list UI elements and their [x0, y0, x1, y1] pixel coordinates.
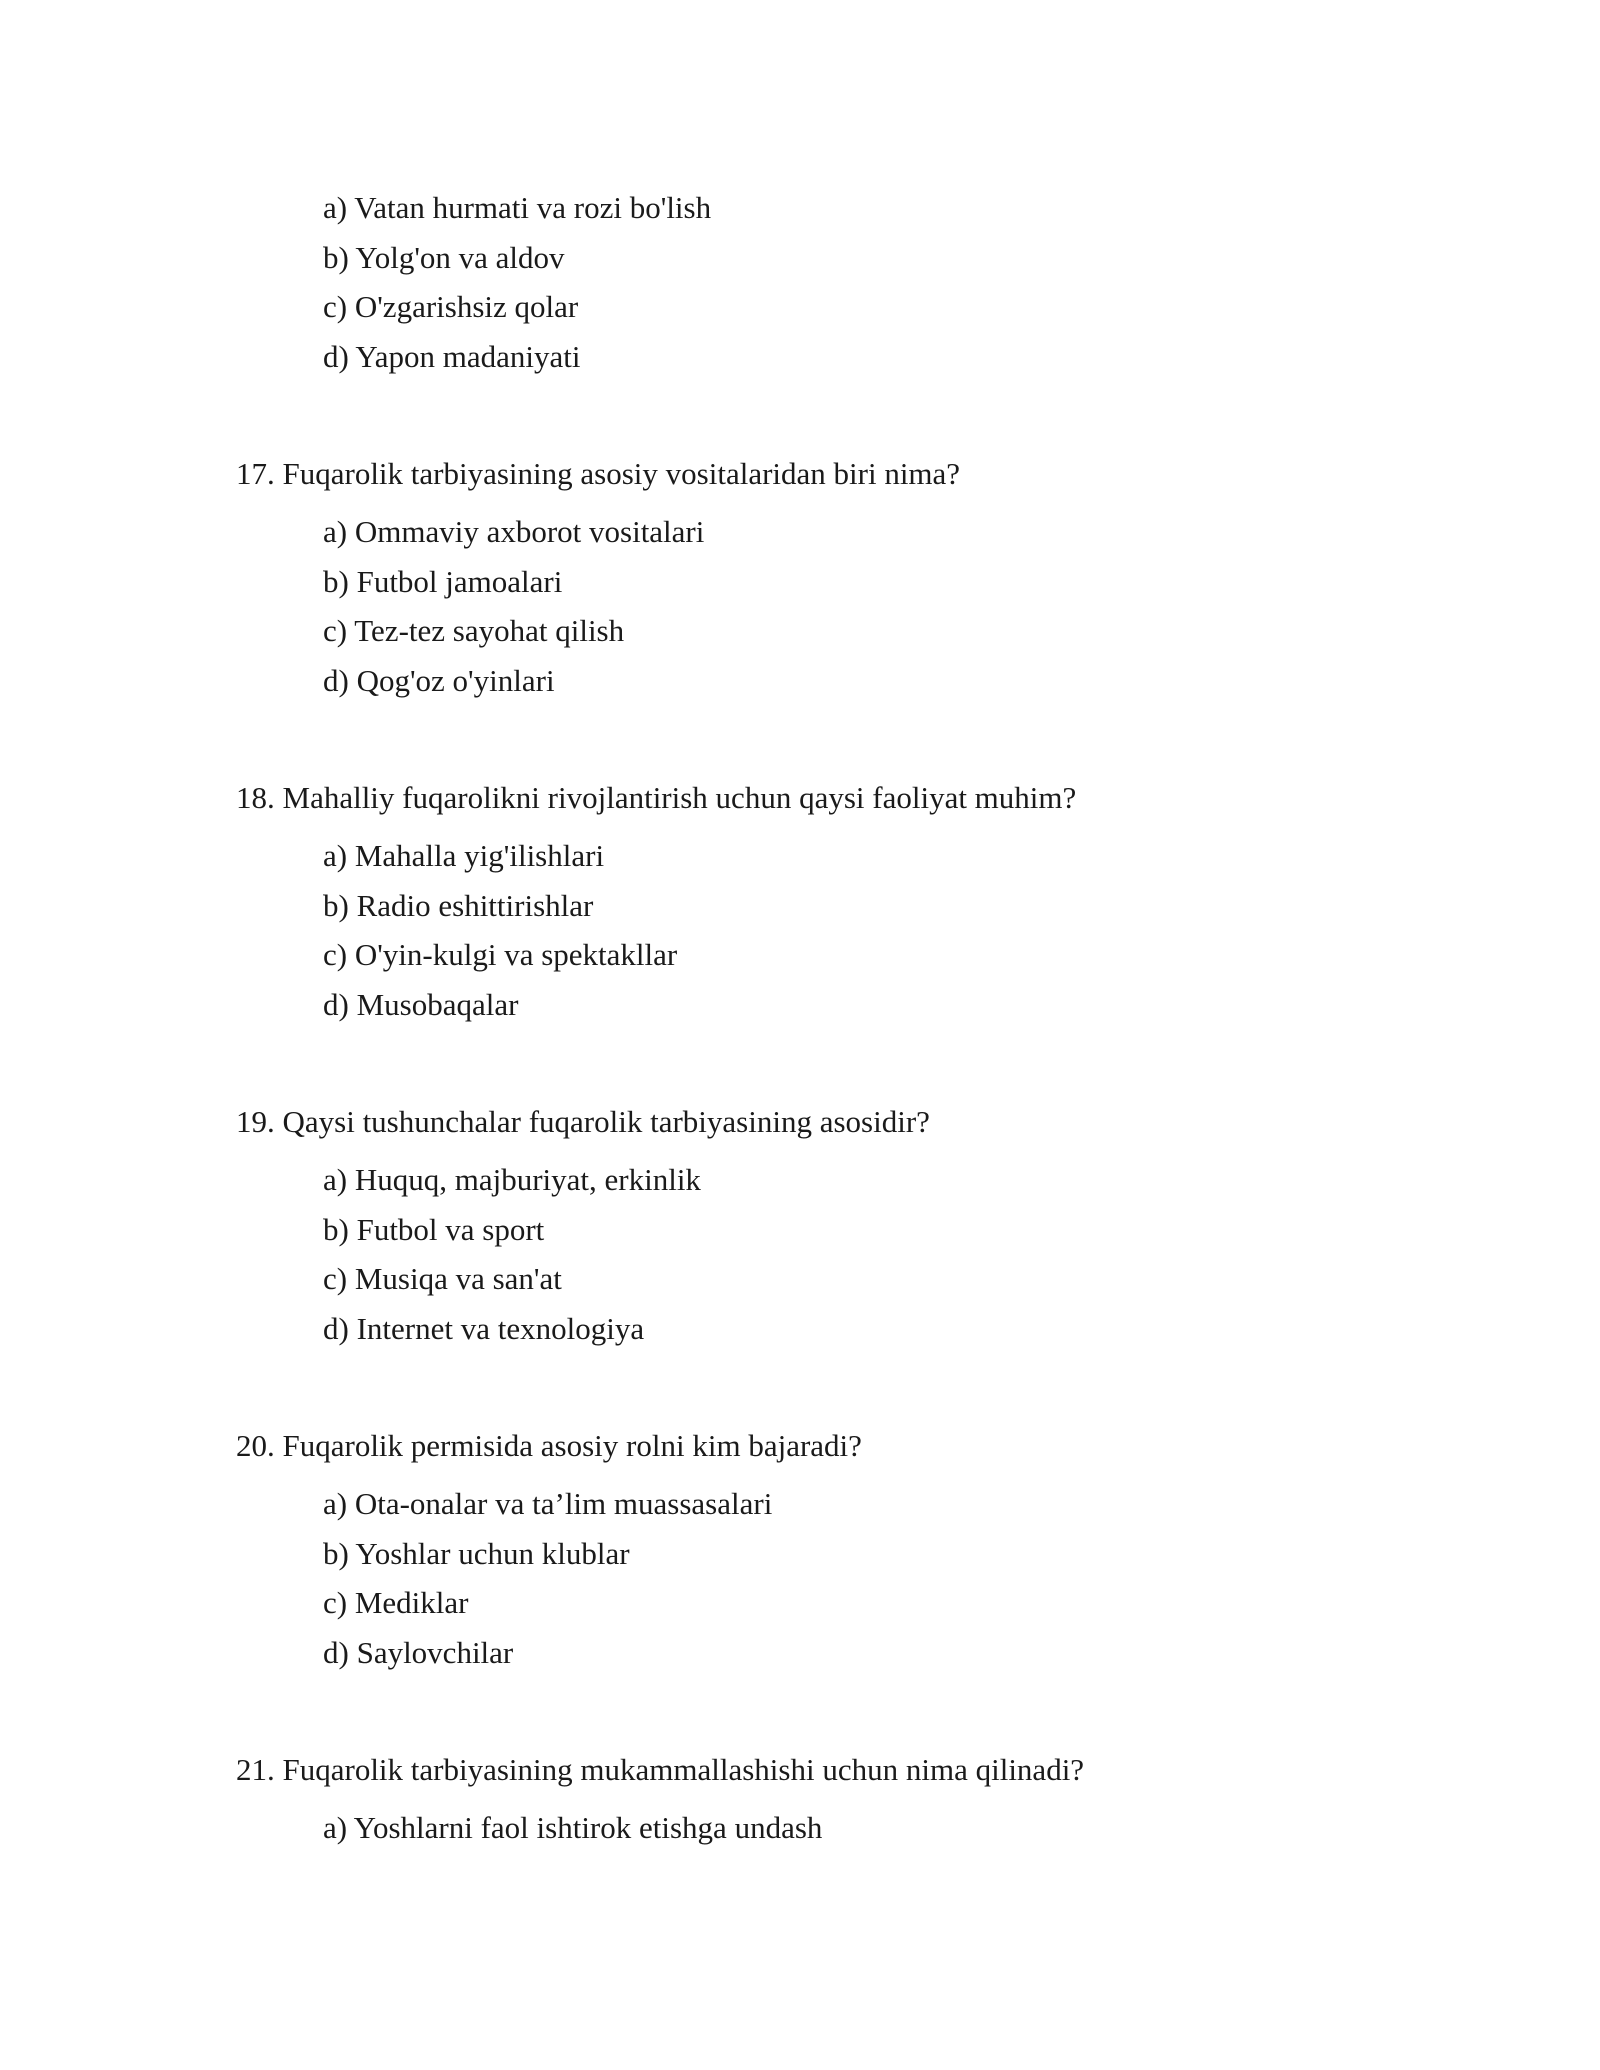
option-d: d) Internet va texnologiya [323, 1310, 645, 1346]
option-a: a) Yoshlarni faol ishtirok etishga undash [323, 1810, 823, 1845]
option-c: c) O'zgarishsiz qolar [323, 289, 579, 324]
option-d: d) Musobaqalar [323, 986, 519, 1022]
options-list [323, 183, 711, 381]
option-a: a) Huquq, majburiyat, erkinlik [323, 1162, 701, 1197]
question-text: 19. Qaysi tushunchalar fuqarolik tarbiyasining asosidir? [236, 1104, 930, 1139]
option-c: c) O'yin-kulgi va spektakllar [323, 937, 678, 972]
options-list [323, 1479, 772, 1677]
question-text: 18. Mahalliy fuqarolikni rivojlantirish uchun qaysi faoliyat muhim? [236, 780, 1077, 815]
option-b: b) Yoshlar uchun klublar [323, 1535, 630, 1571]
option-c: c) Mediklar [323, 1585, 469, 1620]
question-text: 20. Fuqarolik permisida asosiy rolni kim bajaradi? [236, 1428, 862, 1463]
options-list [323, 507, 704, 705]
options-list [323, 1155, 701, 1353]
option-a: a) Mahalla yig'ilishlari [323, 838, 605, 873]
option-c: c) Tez-tez sayohat qilish [323, 613, 625, 648]
options-list [323, 831, 677, 1029]
question-text: 21. Fuqarolik tarbiyasining mukammallashishi uchun nima qilinadi? [236, 1752, 1085, 1787]
option-b: b) Radio eshittirishlar [323, 887, 594, 923]
option-d: d) Saylovchilar [323, 1634, 514, 1670]
option-d: d) Yapon madaniyati [323, 338, 581, 374]
option-a: a) Ommaviy axborot vositalari [323, 514, 705, 549]
option-b: b) Futbol va sport [323, 1211, 545, 1247]
option-b: b) Yolg'on va aldov [323, 239, 565, 275]
question-text: 17. Fuqarolik tarbiyasining asosiy vositalaridan biri nima? [236, 456, 961, 491]
option-a: a) Ota-onalar va ta’lim muassasalari [323, 1486, 773, 1521]
option-b: b) Futbol jamoalari [323, 563, 563, 599]
option-d: d) Qog'oz o'yinlari [323, 662, 555, 698]
option-a: a) Vatan hurmati va rozi bo'lish [323, 190, 712, 225]
options-list [323, 1803, 822, 1853]
option-c: c) Musiqa va san'at [323, 1261, 562, 1296]
